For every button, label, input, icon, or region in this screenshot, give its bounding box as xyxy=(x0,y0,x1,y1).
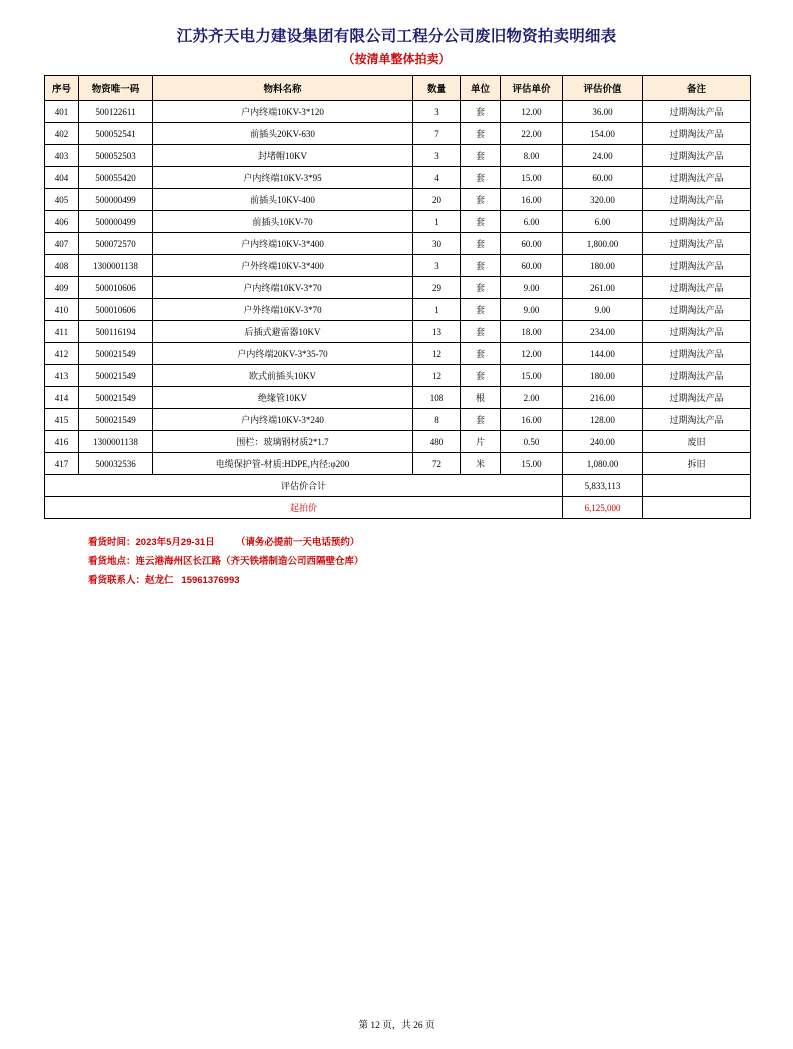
note-contact: 看货联系人：赵龙仁 15961376993 xyxy=(88,575,240,586)
cell-value: 154.00 xyxy=(563,123,643,145)
asset-auction-table xyxy=(44,75,751,519)
cell-unit: 套 xyxy=(461,167,501,189)
column-header-name: 物料名称 xyxy=(153,76,413,101)
cell-remark: 过期淘汰产品 xyxy=(643,101,751,123)
cell-code: 500052541 xyxy=(79,123,153,145)
cell-name: 户内终端10KV-3*95 xyxy=(153,167,413,189)
cell-code: 500021549 xyxy=(79,387,153,409)
cell-code: 500010606 xyxy=(79,299,153,321)
cell-seq: 416 xyxy=(45,431,79,453)
table-row xyxy=(45,431,751,453)
cell-qty: 480 xyxy=(413,431,461,453)
cell-unit: 套 xyxy=(461,321,501,343)
cell-value: 9.00 xyxy=(563,299,643,321)
column-header-price: 评估单价 xyxy=(501,76,563,101)
cell-name: 户内终端10KV-3*120 xyxy=(153,101,413,123)
cell-remark: 过期淘汰产品 xyxy=(643,321,751,343)
total-value: 5,833,113 xyxy=(563,475,643,497)
page-footer: 第 12 页，共 26 页 xyxy=(358,1021,435,1031)
table-row xyxy=(45,343,751,365)
cell-code: 500032536 xyxy=(79,453,153,475)
cell-name: 封堵帽10KV xyxy=(153,145,413,167)
cell-code: 500055420 xyxy=(79,167,153,189)
cell-qty: 1 xyxy=(413,299,461,321)
cell-remark: 废旧 xyxy=(643,431,751,453)
cell-price: 22.00 xyxy=(501,123,563,145)
cell-code: 500052503 xyxy=(79,145,153,167)
cell-remark: 过期淘汰产品 xyxy=(643,387,751,409)
cell-code: 1300001138 xyxy=(79,431,153,453)
cell-name: 户内终端10KV-3*400 xyxy=(153,233,413,255)
cell-unit: 套 xyxy=(461,145,501,167)
cell-qty: 13 xyxy=(413,321,461,343)
cell-value: 1,800.00 xyxy=(563,233,643,255)
table-row xyxy=(45,101,751,123)
cell-value: 216.00 xyxy=(563,387,643,409)
cell-seq: 413 xyxy=(45,365,79,387)
cell-price: 12.00 xyxy=(501,101,563,123)
cell-seq: 414 xyxy=(45,387,79,409)
cell-code: 500021549 xyxy=(79,343,153,365)
cell-qty: 12 xyxy=(413,365,461,387)
cell-qty: 3 xyxy=(413,101,461,123)
cell-price: 6.00 xyxy=(501,211,563,233)
note-viewing-time: 看货时间：2023年5月29-31日 （请务必提前一天电话预约） xyxy=(88,537,360,548)
column-header-value: 评估价值 xyxy=(563,76,643,101)
table-row xyxy=(45,409,751,431)
cell-seq: 408 xyxy=(45,255,79,277)
cell-name: 绝缘管10KV xyxy=(153,387,413,409)
cell-price: 18.00 xyxy=(501,321,563,343)
note-viewing-location: 看货地点：连云港海州区长江路（齐天铁塔制造公司西隔壁仓库） xyxy=(88,556,364,567)
column-header-unit: 单位 xyxy=(461,76,501,101)
cell-code: 1300001138 xyxy=(79,255,153,277)
cell-name: 电缆保护管-材质:HDPE,内径:φ200 xyxy=(153,453,413,475)
cell-qty: 3 xyxy=(413,255,461,277)
cell-unit: 套 xyxy=(461,299,501,321)
cell-remark: 过期淘汰产品 xyxy=(643,123,751,145)
total-remark xyxy=(643,475,751,497)
table-body xyxy=(45,101,751,519)
table-row xyxy=(45,233,751,255)
table-row xyxy=(45,365,751,387)
cell-seq: 410 xyxy=(45,299,79,321)
cell-value: 144.00 xyxy=(563,343,643,365)
cell-qty: 29 xyxy=(413,277,461,299)
cell-unit: 套 xyxy=(461,277,501,299)
cell-code: 500010606 xyxy=(79,277,153,299)
cell-value: 6.00 xyxy=(563,211,643,233)
cell-seq: 401 xyxy=(45,101,79,123)
cell-name: 户外终端10KV-3*400 xyxy=(153,255,413,277)
cell-unit: 根 xyxy=(461,387,501,409)
cell-seq: 411 xyxy=(45,321,79,343)
cell-qty: 1 xyxy=(413,211,461,233)
table-row xyxy=(45,255,751,277)
table-row xyxy=(45,387,751,409)
cell-remark: 过期淘汰产品 xyxy=(643,365,751,387)
cell-remark: 过期淘汰产品 xyxy=(643,277,751,299)
cell-name: 户内终端20KV-3*35-70 xyxy=(153,343,413,365)
cell-unit: 套 xyxy=(461,211,501,233)
total-label: 评估价合计 xyxy=(45,475,563,497)
cell-price: 15.00 xyxy=(501,167,563,189)
cell-value: 60.00 xyxy=(563,167,643,189)
cell-value: 180.00 xyxy=(563,255,643,277)
cell-unit: 米 xyxy=(461,453,501,475)
cell-unit: 套 xyxy=(461,343,501,365)
cell-price: 16.00 xyxy=(501,189,563,211)
cell-price: 12.00 xyxy=(501,343,563,365)
cell-name: 围栏：玻璃钢材质2*1.7 xyxy=(153,431,413,453)
page-title: 江苏齐天电力建设集团有限公司工程分公司废旧物资拍卖明细表 xyxy=(176,28,617,45)
cell-remark: 过期淘汰产品 xyxy=(643,233,751,255)
cell-name: 欧式前插头10KV xyxy=(153,365,413,387)
cell-code: 500021549 xyxy=(79,365,153,387)
cell-qty: 12 xyxy=(413,343,461,365)
cell-seq: 415 xyxy=(45,409,79,431)
cell-unit: 片 xyxy=(461,431,501,453)
cell-unit: 套 xyxy=(461,189,501,211)
cell-seq: 402 xyxy=(45,123,79,145)
page-subtitle: （按清单整体拍卖） xyxy=(342,52,451,66)
cell-code: 500072570 xyxy=(79,233,153,255)
starting-price-value: 6,125,000 xyxy=(563,497,643,519)
table-row xyxy=(45,189,751,211)
cell-value: 240.00 xyxy=(563,431,643,453)
cell-price: 8.00 xyxy=(501,145,563,167)
table-row xyxy=(45,277,751,299)
cell-price: 15.00 xyxy=(501,453,563,475)
cell-qty: 72 xyxy=(413,453,461,475)
cell-seq: 406 xyxy=(45,211,79,233)
cell-price: 9.00 xyxy=(501,299,563,321)
column-header-remark: 备注 xyxy=(643,76,751,101)
cell-remark: 过期淘汰产品 xyxy=(643,299,751,321)
cell-remark: 拆旧 xyxy=(643,453,751,475)
column-header-qty: 数量 xyxy=(413,76,461,101)
cell-qty: 4 xyxy=(413,167,461,189)
cell-remark: 过期淘汰产品 xyxy=(643,409,751,431)
table-row xyxy=(45,211,751,233)
notes-block xyxy=(88,533,749,590)
starting-price-label: 起拍价 xyxy=(45,497,563,519)
cell-value: 180.00 xyxy=(563,365,643,387)
cell-qty: 20 xyxy=(413,189,461,211)
cell-name: 前插头10KV-400 xyxy=(153,189,413,211)
cell-remark: 过期淘汰产品 xyxy=(643,189,751,211)
cell-name: 前插头10KV-70 xyxy=(153,211,413,233)
table-row xyxy=(45,167,751,189)
cell-unit: 套 xyxy=(461,255,501,277)
cell-name: 后插式避雷器10KV xyxy=(153,321,413,343)
cell-value: 320.00 xyxy=(563,189,643,211)
cell-code: 500116194 xyxy=(79,321,153,343)
table-row xyxy=(45,145,751,167)
cell-code: 500021549 xyxy=(79,409,153,431)
cell-remark: 过期淘汰产品 xyxy=(643,167,751,189)
cell-name: 前插头20KV-630 xyxy=(153,123,413,145)
cell-price: 2.00 xyxy=(501,387,563,409)
cell-qty: 7 xyxy=(413,123,461,145)
cell-remark: 过期淘汰产品 xyxy=(643,145,751,167)
cell-price: 60.00 xyxy=(501,255,563,277)
cell-seq: 404 xyxy=(45,167,79,189)
cell-seq: 412 xyxy=(45,343,79,365)
cell-seq: 403 xyxy=(45,145,79,167)
table-row xyxy=(45,123,751,145)
cell-remark: 过期淘汰产品 xyxy=(643,343,751,365)
cell-code: 500000499 xyxy=(79,211,153,233)
cell-code: 500122611 xyxy=(79,101,153,123)
table-row xyxy=(45,321,751,343)
cell-unit: 套 xyxy=(461,123,501,145)
cell-remark: 过期淘汰产品 xyxy=(643,255,751,277)
cell-qty: 30 xyxy=(413,233,461,255)
cell-qty: 3 xyxy=(413,145,461,167)
cell-unit: 套 xyxy=(461,101,501,123)
cell-seq: 407 xyxy=(45,233,79,255)
cell-price: 0.50 xyxy=(501,431,563,453)
cell-name: 户内终端10KV-3*240 xyxy=(153,409,413,431)
cell-seq: 409 xyxy=(45,277,79,299)
cell-value: 36.00 xyxy=(563,101,643,123)
table-row xyxy=(45,299,751,321)
cell-value: 24.00 xyxy=(563,145,643,167)
total-row xyxy=(45,475,751,497)
table-header-row xyxy=(45,76,751,101)
cell-price: 9.00 xyxy=(501,277,563,299)
cell-price: 60.00 xyxy=(501,233,563,255)
cell-value: 128.00 xyxy=(563,409,643,431)
cell-seq: 405 xyxy=(45,189,79,211)
cell-remark: 过期淘汰产品 xyxy=(643,211,751,233)
starting-price-remark xyxy=(643,497,751,519)
cell-price: 16.00 xyxy=(501,409,563,431)
cell-seq: 417 xyxy=(45,453,79,475)
table-row xyxy=(45,453,751,475)
cell-price: 15.00 xyxy=(501,365,563,387)
cell-name: 户外终端10KV-3*70 xyxy=(153,299,413,321)
cell-qty: 108 xyxy=(413,387,461,409)
starting-price-row xyxy=(45,497,751,519)
cell-value: 1,080.00 xyxy=(563,453,643,475)
cell-name: 户内终端10KV-3*70 xyxy=(153,277,413,299)
cell-code: 500000499 xyxy=(79,189,153,211)
cell-unit: 套 xyxy=(461,233,501,255)
cell-qty: 8 xyxy=(413,409,461,431)
column-header-seq: 序号 xyxy=(45,76,79,101)
column-header-code: 物资唯一码 xyxy=(79,76,153,101)
cell-value: 234.00 xyxy=(563,321,643,343)
cell-value: 261.00 xyxy=(563,277,643,299)
cell-unit: 套 xyxy=(461,365,501,387)
cell-unit: 套 xyxy=(461,409,501,431)
